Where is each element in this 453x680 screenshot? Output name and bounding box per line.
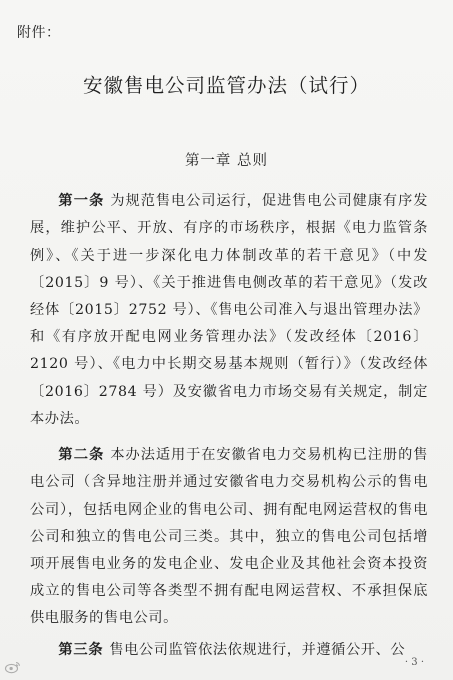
article-1 <box>30 188 428 433</box>
article-1-text: 为规范售电公司运行，促进售电公司健康有序发展，维护公平、开放、有序的市场秩序，根据《电力监管条例》、《关于进一步深化电力体制改革的若干意见》（中发〔2015〕9 号）、《关于推进售电侧改革的若干意见》（发改经体〔2015〕2752 号）、《售电公司准入与退出管理办法》和《有序放开配电网业务管理办法》（发改经体〔2016〕2120 号）、《电力中长期交易基本规则（暂行）》（发改经体〔2016〕2784 号）及安徽省电力市场交易有关规定，制定本办法。 <box>30 193 428 427</box>
weibo-logo-icon <box>4 660 22 674</box>
article-2-text: 本办法适用于在安徽省电力交易机构已注册的售电公司（含异地注册并通过安徽省电力交易机构公示的售电公司），包括电网企业的售电公司、拥有配电网运营权的售电公司和独立的售电公司三类。其中，独立的售电公司包括增项开展售电业务的发电企业、发电企业及其他社会资本投资成立的售电公司等各类型不拥有配电网运营权、不承担保底供电服务的售电公司。 <box>30 447 428 627</box>
article-2 <box>30 442 428 632</box>
article-3-text: 售电公司监管依法依规进行，并遵循公开、公 <box>109 642 406 659</box>
attachment-label: 附件： <box>17 25 61 41</box>
watermark <box>4 660 22 674</box>
article-3 <box>30 637 428 664</box>
document-title: 安徽售电公司监管办法（试行） <box>82 74 370 97</box>
page-number: · 3 · <box>404 657 424 668</box>
chapter-heading: 第一章 总则 <box>184 153 269 169</box>
article-3-label: 第三条 <box>58 642 104 659</box>
article-1-label: 第一条 <box>58 193 105 210</box>
article-2-label: 第二条 <box>58 447 105 464</box>
